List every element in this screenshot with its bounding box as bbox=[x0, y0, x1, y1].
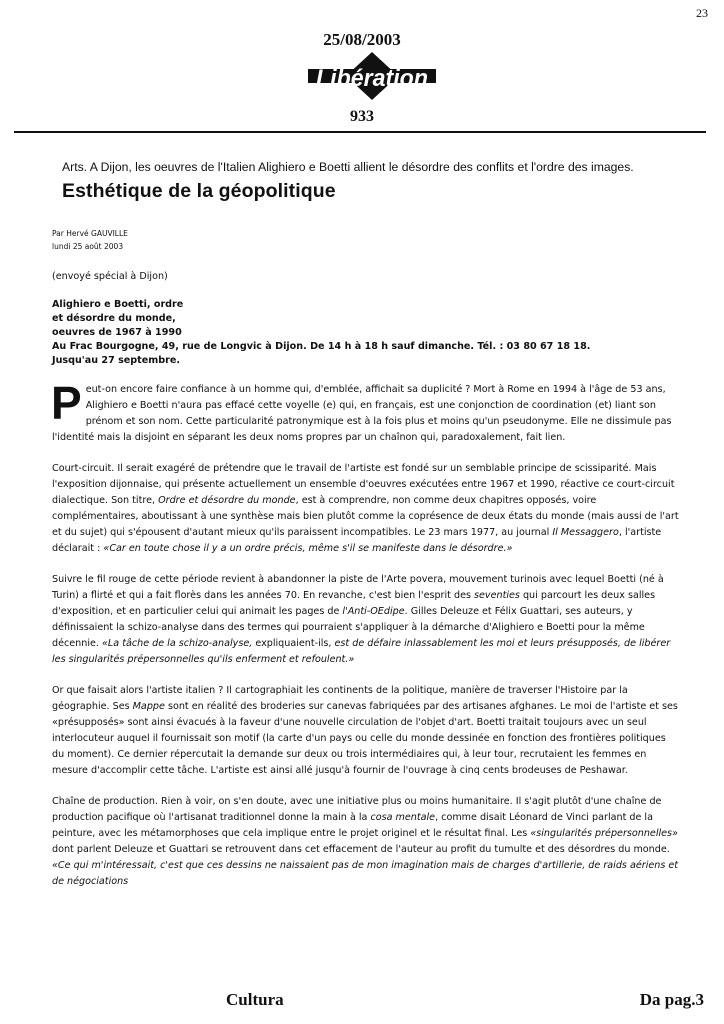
text-run: expliquaient-ils, bbox=[252, 638, 335, 649]
info-line: et désordre du monde, bbox=[52, 313, 176, 324]
text-run: qui parcourt les deux salles d'exposition, et en particulier celui qui animait les pages de bbox=[52, 590, 656, 617]
text-run: seventies bbox=[474, 590, 520, 601]
paragraph-5 bbox=[52, 794, 680, 890]
header-date: 25/08/2003 bbox=[323, 30, 401, 49]
issue-number: 933 bbox=[350, 108, 374, 125]
article-kicker: Arts. A Dijon, les oeuvres de l'Italien Alighiero e Boetti allient le désordre des conflits et l'ordre des images. bbox=[62, 160, 634, 174]
text-run: Il Messaggero bbox=[552, 527, 619, 538]
text-run: sont en réalité des broderies sur canevas fabriquées par des artisanes afghanes. Le moi de l'artiste et ses «présupposés» sont ainsi évacués à la faveur d'une nouvelle circulation de l'objet d'art. Boetti traitait toujours avec un seul interlocuteur auquel il fournissait son motif (la carte d'un pays ou celle du monde dessinée en fonction des frontières politiques du moment). Ce dernier répercutait la demande sur deux ou trois intermédiaires qui, à leur tour, recrutaient les femmes en mesure d'accomplir cette tâche. L'artiste est ainsi allé jusqu'à fournir de l'ouvrage à cinq cents brodeuses de Peshawar. bbox=[52, 701, 678, 776]
text-run: Ordre et désordre du monde bbox=[158, 495, 296, 506]
liberation-logo bbox=[308, 52, 436, 100]
article-date: lundi 25 août 2003 bbox=[52, 242, 124, 251]
exhibition-info bbox=[52, 298, 680, 368]
text-run: . Gilles Deleuze et Félix Guattari, ses auteurs, y définissaient la schizo-analyse dans des termes qui pourraient s'appliquer à la démarche d'Alighiero e Boetti pour la même décennie. bbox=[52, 606, 645, 649]
text-run: Suivre le fil rouge de cette période revient à abandonner la piste de l'Arte povera, mouvement turinois avec lequel Boetti (né à Turin) a flirté et qui a fait florès dans les années 70. En revanche, c'est bien l'esprit des bbox=[52, 574, 664, 601]
paragraph-1 bbox=[51, 377, 680, 446]
byline bbox=[52, 227, 680, 253]
text-run: «singularités prépersonnelles» bbox=[530, 828, 678, 839]
text-run: Or que faisait alors l'artiste italien ? Il cartographiait les continents de la politique, manière de traverser l'Histoire par la géographie. Ses bbox=[52, 685, 628, 712]
text-run: «La tâche de la schizo-analyse, bbox=[102, 638, 253, 649]
info-line: Au Frac Bourgogne, 49, rue de Longvic à Dijon. De 14 h à 18 h sauf dimanche. Tél. : 03 80 67 18 18. bbox=[52, 341, 591, 352]
text-run: «Car en toute chose il y a un ordre précis, même s'il se manifeste dans le désordre.» bbox=[103, 543, 513, 554]
text-run: , est à comprendre, non comme deux chapitres opposés, voire complémentaires, aboutissant à une synthèse mais bien plutôt comme la coprésence de deux états du monde (mais aussi de l'art et du sujet) qui s'épousent d'autant mieux qu'ils paraissent incompatibles. Le 23 mars 1977, au journal bbox=[52, 495, 679, 538]
author: Par Hervé GAUVILLE bbox=[52, 229, 128, 238]
info-line: Alighiero e Boetti, ordre bbox=[52, 299, 184, 310]
text-run: Mappe bbox=[132, 701, 165, 712]
text-run: cosa mentale bbox=[370, 812, 436, 823]
text-run: , l'artiste déclarait : bbox=[52, 527, 662, 554]
header-rule bbox=[14, 131, 706, 133]
page-number: 23 bbox=[696, 6, 708, 20]
envoye-special: (envoyé spécial à Dijon) bbox=[52, 271, 168, 282]
paragraph-1-text: eut-on encore faire confiance à un homme qui, d'emblée, affichait sa duplicité ? Mort à Rome en 1994 à l'âge de 53 ans, Alighiero e Boetti n'aura pas effacé cette voyelle (e) qui, en français, est une conjonction de coordination (et) liant son prénom et son nom. Cette particularité patronymique est à la fois plus et moins qu'un pseudonyme. Elle ne dissimule pas l'identité mais la disjoint en séparant les deux noms propres par un chaînon qui, paradoxalement, fait lien. bbox=[52, 384, 672, 443]
text-run: l'Anti-OEdipe bbox=[342, 606, 405, 617]
paragraph-3 bbox=[52, 572, 680, 668]
text-run: Chaîne de production. Rien à voir, on s'en doute, avec une initiative plus ou moins humanitaire. Il s'agit plutôt d'une chaîne de production pacifique où l'artisanat traditionnel donne la main à la bbox=[52, 796, 662, 823]
text-run: est de défaire inlassablement les moi et leurs présupposés, de libérer les singularités prépersonnelles qu'ils enferment et refoulent.» bbox=[52, 638, 671, 665]
footer-section: Cultura bbox=[226, 990, 284, 1009]
paragraph-2 bbox=[52, 461, 680, 557]
article bbox=[52, 160, 680, 890]
info-line: oeuvres de 1967 à 1990 bbox=[52, 327, 182, 338]
logo-text: Libération bbox=[316, 65, 428, 92]
text-run: Court-circuit. Il serait exagéré de prétendre que le travail de l'artiste est fondé sur un semblable principe de scissiparité. Mais l'exposition dijonnaise, qui présente actuellement un ensemble d'oeuvres exécutées entre 1967 et 1990, réactive ce court-circuit dialectique. Son titre, bbox=[52, 463, 675, 506]
drop-cap: P bbox=[51, 377, 82, 429]
text-run: dont parlent Deleuze et Guattari se retrouvent dans cet effacement de l'auteur au profit du tumulte et des désordres du monde. bbox=[52, 844, 670, 855]
info-line: Jusqu'au 27 septembre. bbox=[52, 355, 181, 366]
paragraph-4 bbox=[52, 683, 680, 779]
text-run: «Ce qui m'intéressait, c'est que ces dessins ne naissaient pas de mon imagination mais de charges d'artillerie, de raids aériens et de négociations bbox=[52, 860, 679, 887]
footer-page-ref: Da pag.3 bbox=[639, 990, 704, 1009]
text-run: , comme disait Léonard de Vinci parlant de la peinture, avec les métamorphoses que cela implique entre le projet originel et le résultat final. Les bbox=[52, 812, 653, 839]
article-headline: Esthétique de la géopolitique bbox=[62, 180, 336, 202]
